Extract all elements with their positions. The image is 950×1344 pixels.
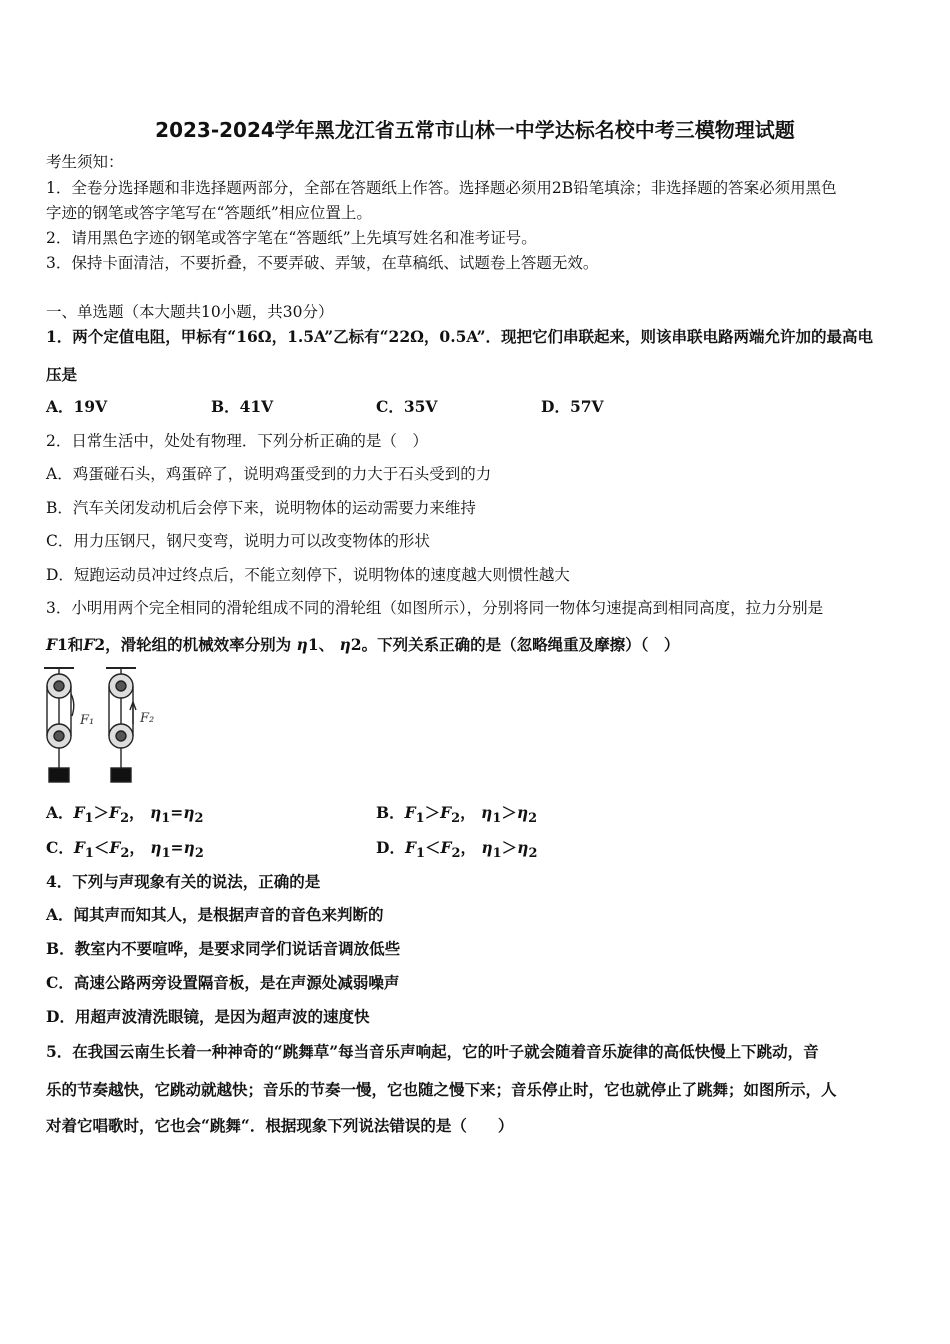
notice-heading: 考生须知： (46, 153, 124, 171)
q3-stem-line2: F1和F2，滑轮组的机械效率分别为 η1、 η2。下列关系正确的是（忽略绳重及摩擦）（ ） (46, 635, 680, 654)
q2-option-c: C．用力压钢尺，钢尺变弯，说明力可以改变物体的形状 (46, 532, 430, 550)
pulley-system-1 (44, 668, 74, 782)
q3-option-a: A．$F_1>F_2$， $\eta_1=\eta_2$ (46, 803, 204, 827)
notice-item: 1．全卷分选择题和非选择题两部分，全部在答题纸上作答。选择题必须用2B铅笔填涂；非选择题的答案必须用黑色 (46, 179, 837, 197)
q1-option-c: C．35V (376, 397, 438, 416)
force-label-f1: F₁ (80, 713, 95, 728)
pulley-figure (38, 664, 158, 788)
q5-stem-line3: 对着它唱歌时，它也会“跳舞“．根据现象下列说法错误的是（ ） (46, 1116, 514, 1135)
q1-stem-line2: 压是 (46, 365, 78, 384)
q3-option-c: C．$F_1<F_2$， $\eta_1=\eta_2$ (46, 838, 204, 862)
q4-option-a: A．闻其声而知其人，是根据声音的音色来判断的 (46, 905, 384, 924)
notice-item: 2．请用黑色字迹的钢笔或答字笔在“答题纸”上先填写姓名和准考证号。 (46, 229, 537, 247)
q4-option-b: B．教室内不要喧哗，是要求同学们说话音调放低些 (46, 939, 401, 958)
q1-option-d: D．57V (541, 397, 604, 416)
pulley-system-2 (106, 668, 136, 782)
q1-option-a: A．19V (46, 397, 108, 416)
q3-stem-line1: 3．小明用两个完全相同的滑轮组成不同的滑轮组（如图所示），分别将同一物体匀速提高到相同高度，拉力分别是 (46, 599, 824, 617)
section-heading: 一、单选题（本大题共10小题，共30分） (46, 303, 334, 321)
q4-option-c: C．高速公路两旁设置隔音板，是在声源处减弱噪声 (46, 973, 400, 992)
q2-option-b: B．汽车关闭发动机后会停下来，说明物体的运动需要力来维持 (46, 499, 476, 517)
notice-item: 字迹的钢笔或答字笔写在“答题纸”相应位置上。 (46, 204, 372, 222)
q5-stem-line2: 乐的节奏越快，它跳动就越快；音乐的节奏一慢，它也随之慢下来；音乐停止时，它也就停止了跳舞；如图所示，人 (46, 1080, 837, 1099)
q5-stem-line1: 5．在我国云南生长着一种神奇的“跳舞草”每当音乐声响起，它的叶子就会随着音乐旋律的高低快慢上下跳动，音 (46, 1042, 819, 1061)
page-title: 2023-2024学年黑龙江省五常市山林一中学达标名校中考三模物理试题 (155, 118, 795, 142)
q1-option-b: B．41V (211, 397, 274, 416)
q2-stem: 2．日常生活中，处处有物理．下列分析正确的是（ ） (46, 432, 428, 450)
q2-option-a: A．鸡蛋碰石头，鸡蛋碎了，说明鸡蛋受到的力大于石头受到的力 (46, 465, 492, 483)
q1-stem-line1: 1．两个定值电阻，甲标有“16Ω，1.5A”乙标有“22Ω，0.5A”．现把它们串联起来，则该串联电路两端允许加的最高电 (46, 327, 873, 346)
q3-option-b: B．$F_1>F_2$， $\eta_1>\eta_2$ (376, 803, 538, 827)
q2-option-d: D．短跑运动员冲过终点后，不能立刻停下，说明物体的速度越大则惯性越大 (46, 566, 570, 584)
q4-option-d: D．用超声波清洗眼镜，是因为超声波的速度快 (46, 1007, 370, 1026)
notice-item: 3．保持卡面清洁，不要折叠，不要弄破、弄皱，在草稿纸、试题卷上答题无效。 (46, 254, 599, 272)
force-label-f2: F₂ (140, 711, 155, 726)
q4-stem: 4．下列与声现象有关的说法，正确的是 (46, 872, 321, 891)
q3-option-d: D．$F_1<F_2$， $\eta_1>\eta_2$ (376, 838, 538, 862)
